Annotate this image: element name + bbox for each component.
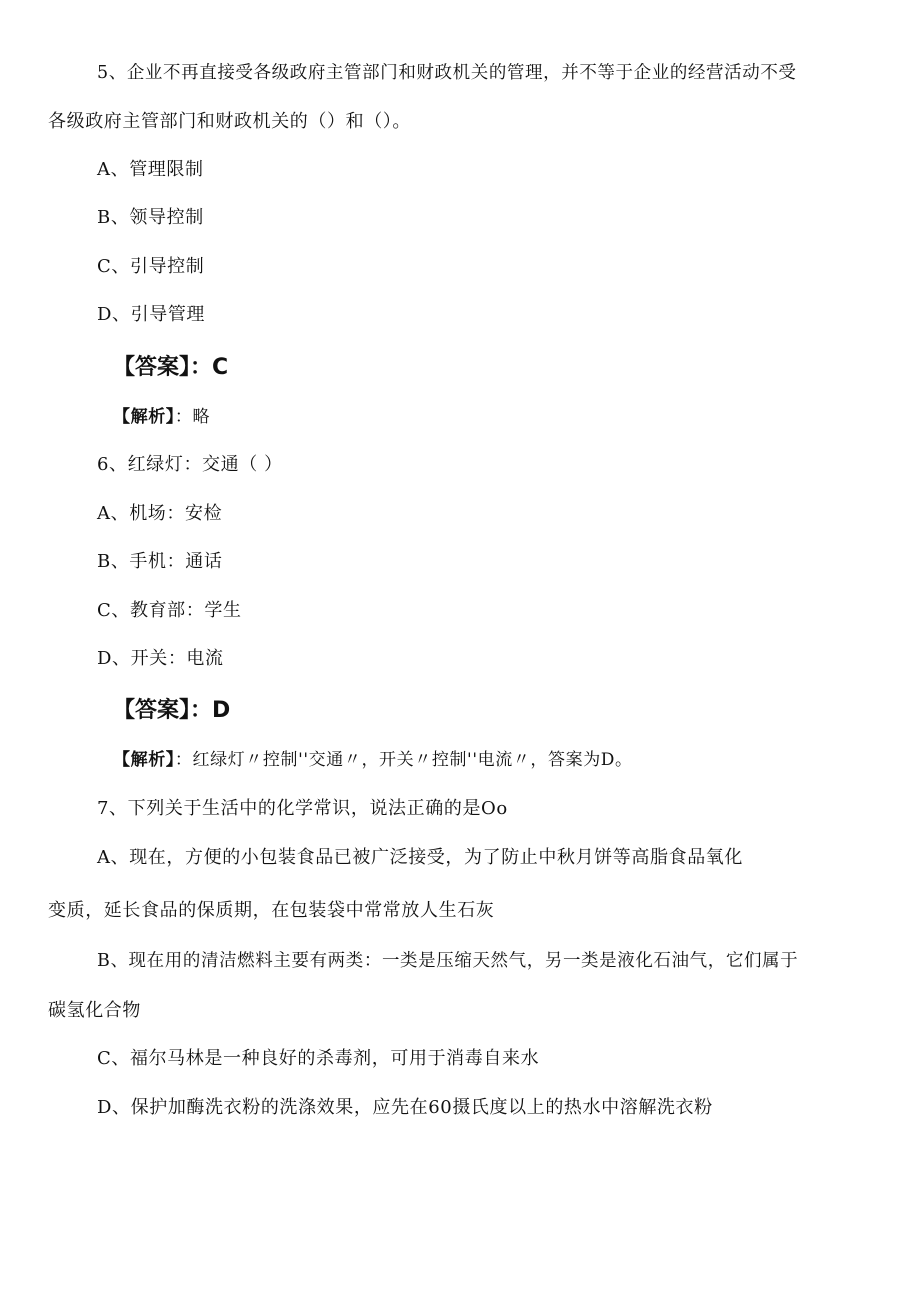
q6-analysis-label: 【解析】: [113, 750, 175, 770]
q5-analysis: [113, 405, 210, 429]
q5-answer-label: 【答案】: [113, 355, 191, 380]
q7-option-c: C、福尔马林是一种良好的杀毒剂，可用于消毒自来水: [97, 1048, 540, 1069]
q5-analysis-label: 【解析】: [113, 407, 175, 427]
q7-option-b-line1: B、现在用的清洁燃料主要有两类：一类是压缩天然气，另一类是液化石油气，它们属于: [97, 951, 799, 971]
q6-analysis-text: ：红绿灯〃控制''交通〃，开关〃控制''电流〃，答案为D。: [174, 750, 633, 770]
q7-stem: 7、下列关于生活中的化学常识，说法正确的是Oo: [97, 798, 508, 819]
q6-analysis: [113, 748, 633, 772]
q7-option-b-line2: 碳氢化合物: [48, 1000, 141, 1021]
q6-answer-label: 【答案】: [113, 698, 191, 723]
q5-option-c: C、引导控制: [97, 256, 205, 277]
q5-option-b: B、领导控制: [97, 207, 204, 228]
q5-stem-line1: 5、企业不再直接受各级政府主管部门和财政机关的管理，并不等于企业的经营活动不受: [97, 63, 797, 83]
q6-stem: 6、红绿灯：交通（ ）: [97, 454, 283, 475]
q6-answer-value: ：D: [190, 698, 231, 723]
q6-option-c: C、教育部：学生: [97, 600, 242, 621]
q6-option-b: B、手机：通话: [97, 551, 223, 572]
q5-analysis-text: ：略: [174, 407, 211, 427]
q5-option-a: A、管理限制: [97, 159, 204, 180]
q6-option-d: D、开关：电流: [97, 648, 224, 669]
q6-option-a: A、机场：安检: [97, 503, 223, 524]
q5-option-d: D、引导管理: [97, 304, 206, 325]
q7-option-d: D、保护加酶洗衣粉的洗涤效果，应先在60摄氏度以上的热水中溶解洗衣粉: [97, 1097, 713, 1118]
q7-option-a-line2: 变质，延长食品的保质期，在包装袋中常常放人生石灰: [48, 900, 495, 921]
q5-stem-line2: 各级政府主管部门和财政机关的（）和（）。: [48, 111, 411, 132]
q7-option-a-line1: A、现在，方便的小包装食品已被广泛接受，为了防止中秋月饼等高脂食品氧化: [97, 847, 743, 868]
q5-answer: [113, 354, 228, 382]
q5-answer-value: ：C: [190, 355, 229, 380]
q6-answer: [113, 697, 230, 725]
